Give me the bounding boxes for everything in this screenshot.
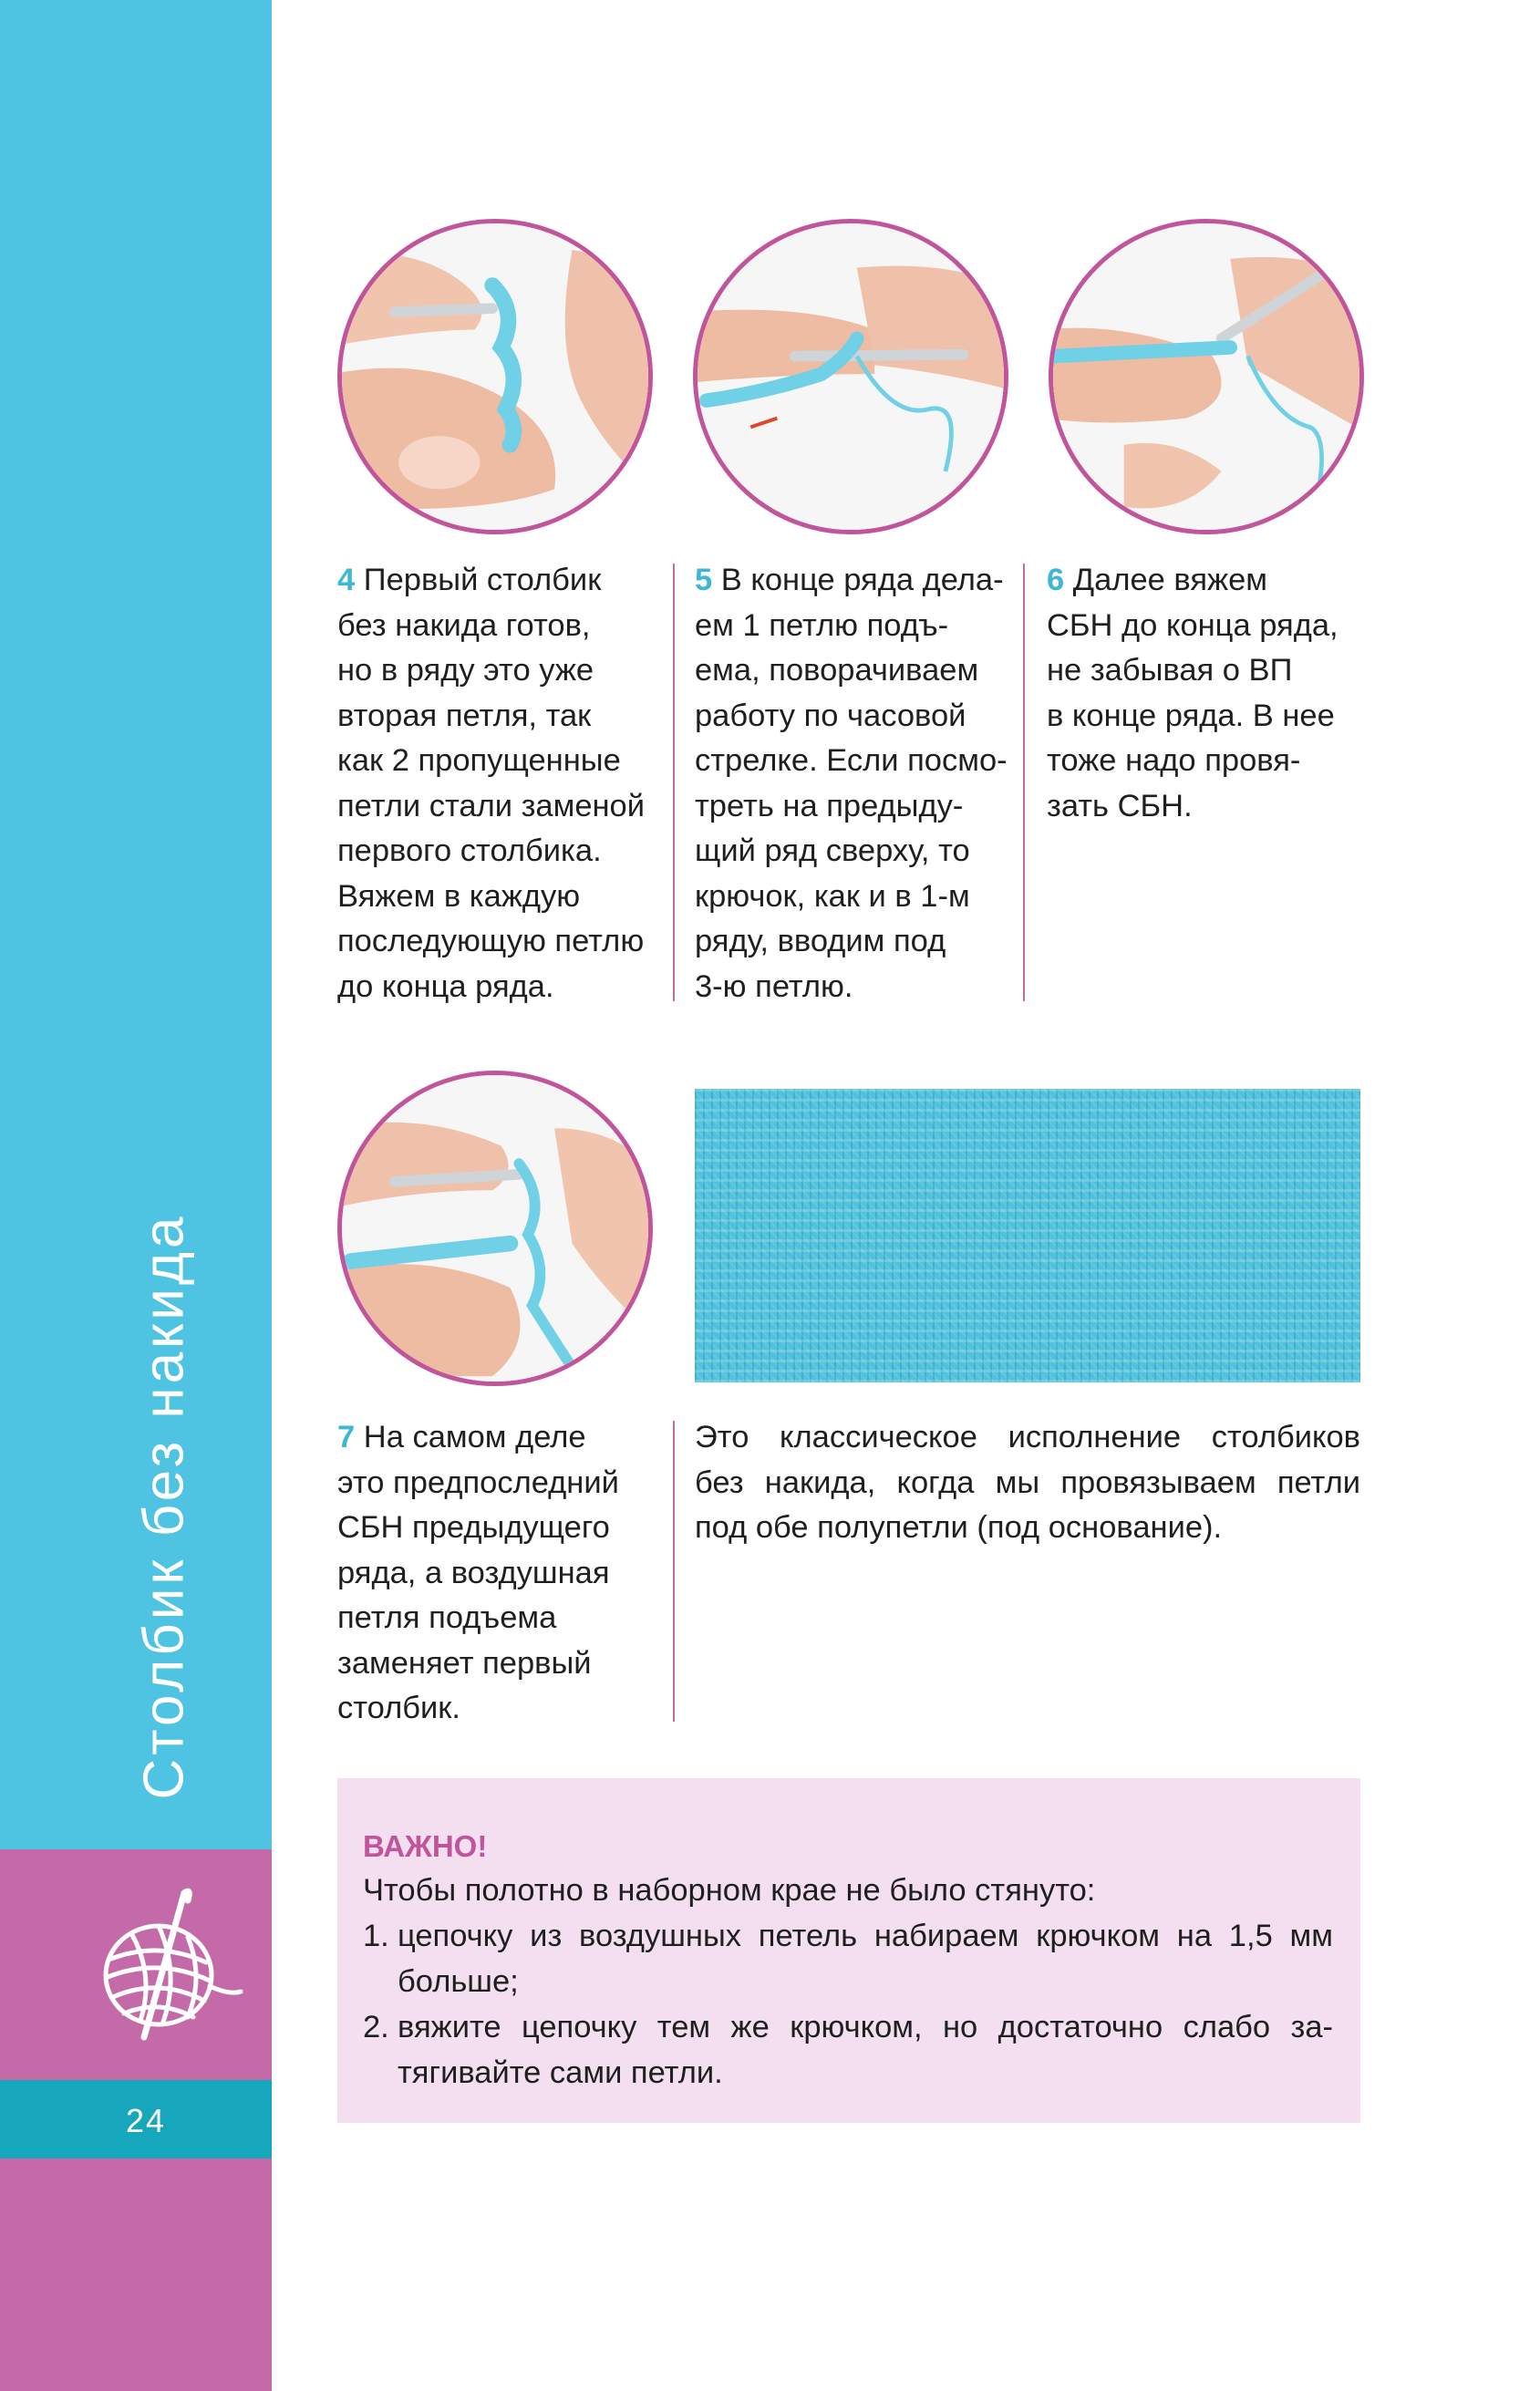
- text-line: без накида готов,: [337, 607, 591, 643]
- step-number: 6: [1047, 563, 1065, 597]
- step-number: 5: [695, 563, 713, 597]
- text-line: зать СБН.: [1047, 788, 1193, 823]
- text-line: столбик.: [337, 1691, 460, 1725]
- caption-line: без накида, когда мы провязываем петли: [695, 1465, 1360, 1500]
- fabric-sample-photo: [695, 1089, 1360, 1382]
- column-divider: [673, 564, 675, 1001]
- text-line: это предпоследний: [337, 1465, 619, 1500]
- text-line: На самом деле: [363, 1420, 586, 1454]
- text-line: вяжите цепочку тем же крючком, но достаточно слабо за-: [398, 2010, 1333, 2044]
- step-6-text: [1047, 558, 1366, 829]
- text-line: петля подъема: [337, 1600, 557, 1635]
- step-4-text: [337, 558, 666, 1009]
- text-line: ем 1 петлю подъ-: [695, 607, 949, 643]
- text-line: до конца ряда.: [337, 968, 554, 1004]
- text-line: ема, поворачиваем: [695, 653, 979, 688]
- text-line: В конце ряда дела-: [720, 563, 1004, 597]
- text-line: Вяжем в каждую: [337, 878, 581, 914]
- caption-line: Это классическое исполнение столбиков: [695, 1420, 1360, 1454]
- text-line: ряду, вводим под: [695, 924, 946, 958]
- text-line: стрелке. Если посмо-: [695, 743, 1008, 778]
- text-line: заменяет первый: [337, 1645, 592, 1681]
- caption-line: под обе полупетли (под основание).: [695, 1510, 1223, 1545]
- text-line: тоже надо провя-: [1047, 743, 1301, 778]
- step-7-text: [337, 1415, 666, 1732]
- text-line: вторая петля, так: [337, 698, 592, 733]
- text-line: СБН предыдущего: [337, 1510, 610, 1545]
- fabric-caption: [695, 1415, 1360, 1551]
- text-line: как 2 пропущенные: [337, 743, 621, 778]
- text-line: СБН до конца ряда,: [1047, 607, 1338, 643]
- list-item: [363, 2004, 1333, 2096]
- text-line: Первый столбик: [363, 563, 602, 597]
- step-7-photo: [337, 1071, 653, 1386]
- page-number: 24: [125, 2102, 167, 2139]
- text-line: ряда, а воздушная: [337, 1555, 610, 1590]
- text-line: больше;: [398, 1964, 519, 1999]
- note-intro: Чтобы полотно в наборном крае не было стянуто:: [363, 1873, 1096, 1908]
- text-line: в конце ряда. В нее: [1047, 698, 1335, 733]
- list-number: 1.: [363, 1919, 389, 1953]
- step-number: 4: [337, 563, 356, 597]
- text-line: тягивайте сами петли.: [398, 2055, 723, 2090]
- text-line: но в ряду это уже: [337, 653, 594, 688]
- column-divider: [673, 1421, 675, 1722]
- text-line: Далее вяжем: [1072, 563, 1268, 597]
- text-line: последующую петлю: [337, 924, 645, 958]
- step-4-photo: [337, 219, 653, 534]
- text-line: первого столбика.: [337, 833, 602, 868]
- note-title: ВАЖНО!: [363, 1829, 488, 1863]
- step-number: 7: [337, 1420, 356, 1454]
- list-number: 2.: [363, 2010, 389, 2044]
- note-list: [363, 1913, 1333, 2096]
- step-5-text: [695, 558, 1023, 1009]
- text-line: крючок, как и в 1-м: [695, 878, 970, 914]
- step-6-photo: [1049, 219, 1364, 534]
- text-line: щий ряд сверху, то: [695, 833, 970, 868]
- text-line: цепочку из воздушных петель набираем крючком на 1,5 мм: [398, 1919, 1333, 1953]
- chapter-title: Столбик без накида: [132, 1213, 196, 1800]
- yarn-ball-hook-icon: [67, 1886, 250, 2041]
- text-line: треть на предыду-: [695, 788, 964, 823]
- text-line: петли стали заменой: [337, 788, 646, 823]
- list-item: [363, 1913, 1333, 2004]
- text-line: работу по часовой: [695, 698, 966, 733]
- text-line: 3-ю петлю.: [695, 968, 853, 1004]
- column-divider: [1023, 564, 1025, 1001]
- text-line: не забывая о ВП: [1047, 653, 1293, 688]
- important-note: [337, 1778, 1360, 2123]
- step-5-photo: [693, 219, 1008, 534]
